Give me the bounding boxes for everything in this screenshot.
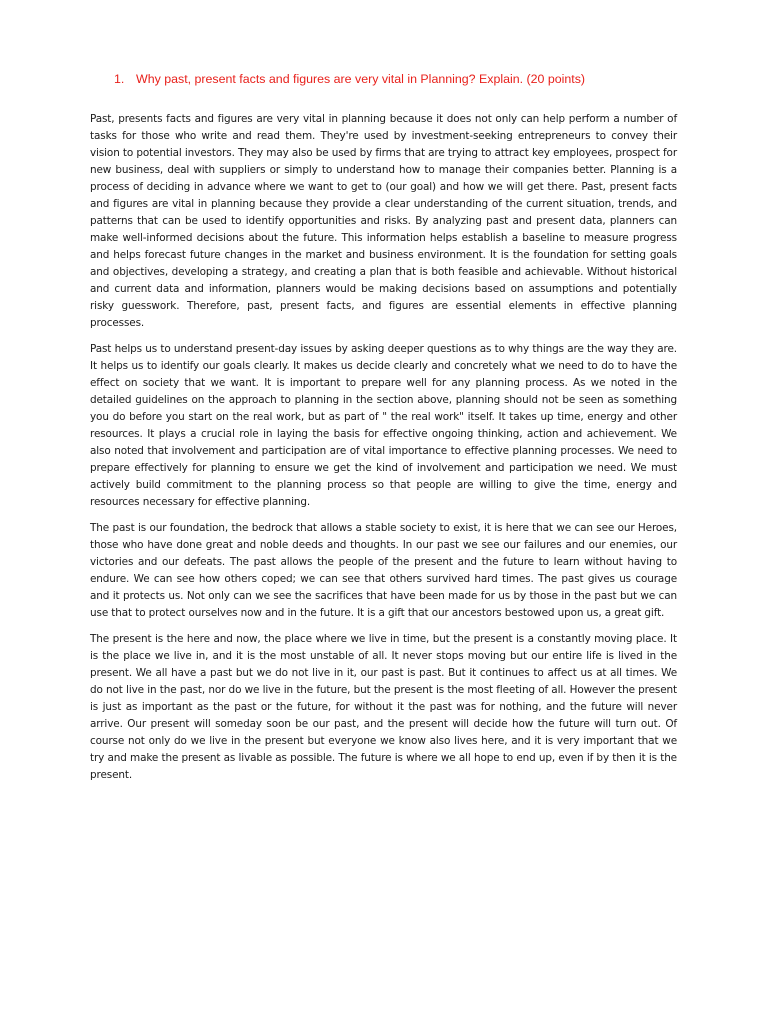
- paragraph: Past, presents facts and figures are very vital in planning because it does not only can help perform a number of tasks for those who write and read them. They're used by investment-seeking entrepreneurs to convey their vision to potential investors. They may also be used by firms that are trying to attract key employees, prospect for new business, deal with suppliers or simply to understand how to manage their companies better. Planning is a process of deciding in advance where we want to get to (our goal) and how we will get there. Past, present facts and figures are vital in planning because they provide a clear understanding of the current situation, trends, and patterns that can be used to identify opportunities and risks. By analyzing past and present data, planners can make well-informed decisions about the future. This information helps establish a baseline to measure progress and helps forecast future changes in the market and business environment. It is the foundation for setting goals and objectives, developing a strategy, and creating a plan that is both feasible and achievable. Without historical and current data and information, planners would be making decisions based on assumptions and potentially risky guesswork. Therefore, past, present facts, and figures are essential elements in effective planning processes.: [90, 113, 677, 329]
- paragraph: The past is our foundation, the bedrock that allows a stable society to exist, it is here that we can see our Heroes, those who have done great and noble deeds and thoughts. In our past we see our failures and our enemies, our victories and our defeats. The past allows the people of the present and the future to learn without having to endure. We can see how others coped; we can see that others survived hard times. The past gives us courage and it protects us. Not only can we see the sacrifices that have been made for us by those in the past but we can use that to protect ourselves now and in the future. It is a gift that our ancestors bestowed upon us, a great gift.: [90, 522, 677, 619]
- question-heading: [114, 72, 714, 86]
- paragraph: Past helps us to understand present-day issues by asking deeper questions as to why things are the way they are. It helps us to identify our goals clearly. It makes us decide clearly and concretely what we need to do to have the effect on society that we want. It is important to prepare well for any planning process. As we noted in the detailed guidelines on the approach to planning in the section above, planning should not be seen as something you do before you start on the real work, but as part of " the real work" itself. It takes up time, energy and other resources. It plays a crucial role in laying the basis for effective ongoing thinking, action and achievement. We also noted that involvement and participation are of vital importance to effective planning processes. We need to prepare effectively for planning to ensure we get the kind of involvement and participation we need. We must actively build commitment to the planning process so that people are willing to give the time, energy and resources necessary for effective planning.: [90, 343, 677, 508]
- question-number: 1.: [114, 72, 125, 86]
- paragraph: The present is the here and now, the place where we live in time, but the present is a constantly moving place. It is the place we live in, and it is the most unstable of all. It never stops moving but our entire life is lived in the present. We all have a past but we do not live in it, our past is past. But it continues to affect us at all times. We do not live in the past, nor do we live in the future, but the present is the most fleeting of all. However the present is just as important as the past or the future, for without it the past was for nothing, and the future will never arrive. Our present will someday soon be our past, and the present will decide how the future will turn out. Of course not only do we live in the present but everyone we know also lives here, and it is very important that we try and make the present as livable as possible. The future is where we all hope to end up, even if by then it is the present.: [90, 633, 677, 781]
- question-text: Why past, present facts and figures are very vital in Planning? Explain. (20 points): [136, 72, 586, 86]
- answer-body: [90, 111, 677, 793]
